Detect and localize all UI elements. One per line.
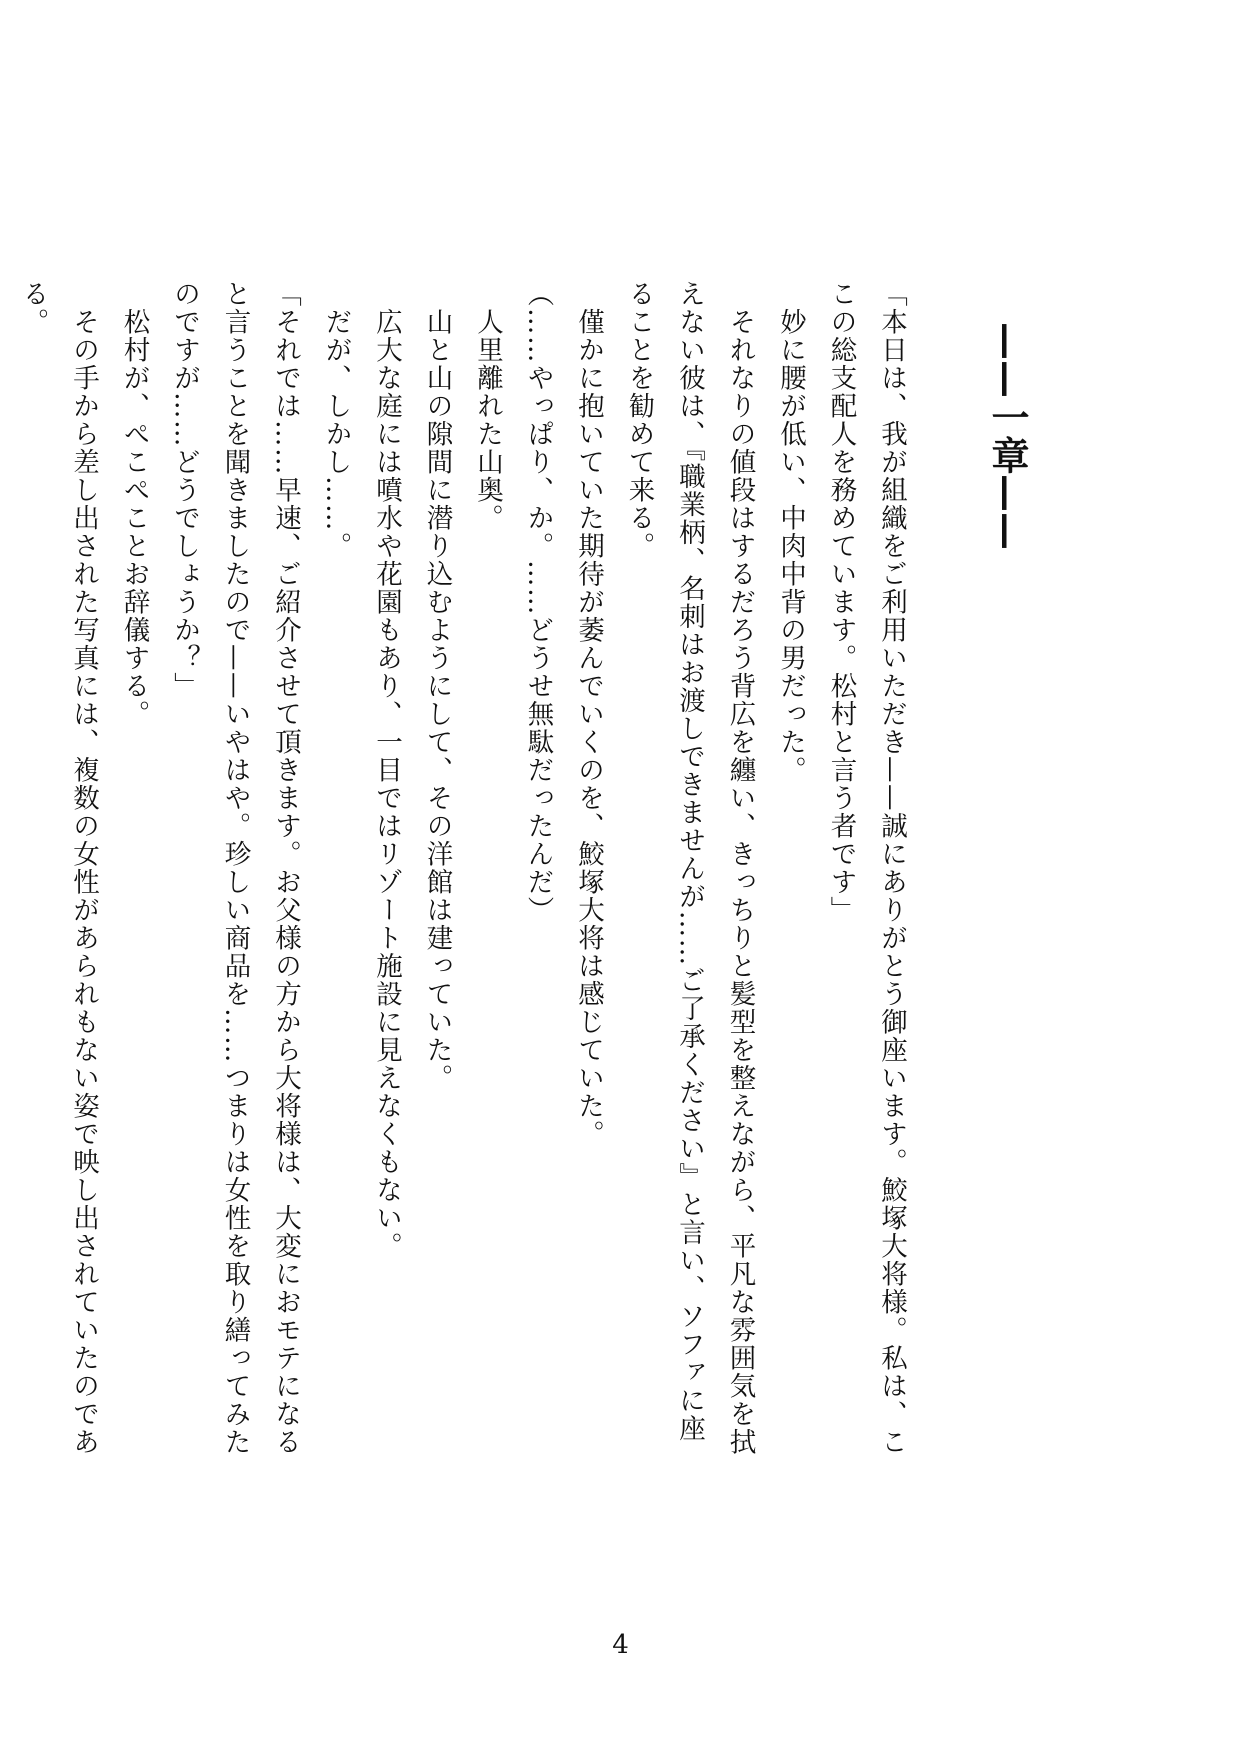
paragraph: 「本日は、我が組織をご利用いただき——誠にありがとう御座います。鮫塚大将様。私は、ここの総支配人を務めています。松村と言う者です」	[825, 280, 907, 1456]
paragraph: 僅かに抱いていた期待が萎んでいくのを、鮫塚大将は感じていた。	[573, 280, 604, 1148]
paragraph: 山と山の隙間に潜り込むようにして、その洋館は建っていた。	[421, 280, 453, 1092]
paragraph: それなりの値段はするだろう背広を纏い、きっちりと髪型を整えながら、平凡な雰囲気を拭えない彼は、『職業柄、名刺はお渡しできませんが……ご了承ください』と言い、ソファに座ることを勧めて来る。	[623, 280, 756, 1456]
page-number: 4	[612, 1630, 629, 1660]
paragraph: 人里離れた山奥。	[472, 280, 503, 532]
paragraph: 「それでは……早速、ご紹介させて頂きます。お父様の方から大将様は、大変におモテになると言うことを聞きましたので——いやはや。珍しい商品を……つまりは女性を取り繕ってみたのですが……どうでしょうか？」	[169, 280, 301, 1456]
paragraph: 妙に腰が低い、中肉中背の男だった。	[775, 280, 806, 784]
paragraph: その手から差し出された写真には、複数の女性があられもない姿で映し出されていたのである。	[17, 280, 99, 1456]
paragraph: 広大な庭には噴水や花園もあり、一目ではリゾート施設に見えなくもない。	[371, 280, 402, 1260]
paragraph: だが、しかし……。	[320, 280, 352, 560]
chapter-title: ——一章——	[985, 322, 1030, 550]
paragraph: （……やっぱり、か。……どうせ無駄だったんだ）	[522, 280, 554, 924]
paragraph: 松村が、ぺこぺことお辞儀する。	[118, 280, 150, 728]
body-text	[7, 280, 916, 1460]
